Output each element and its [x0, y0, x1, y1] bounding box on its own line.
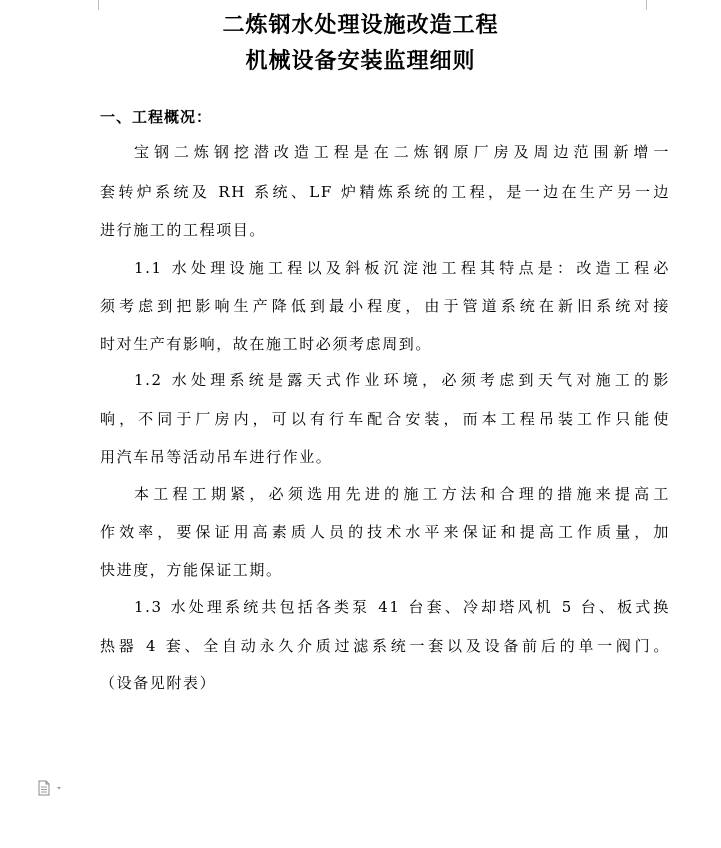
- paragraph-line: 宝钢二炼钢挖潜改造工程是在二炼钢原厂房及周边范围新增一: [134, 143, 670, 161]
- paragraph-line: 用汽车吊等活动吊车进行作业。: [100, 448, 333, 466]
- paragraph-line: 时对生产有影响，故在施工时必须考虑周到。: [100, 335, 433, 353]
- paragraph-line: 进行施工的工程项目。: [100, 221, 267, 239]
- paragraph-line: 热器 4 套、全自动永久介质过滤系统一套以及设备前后的单一阀门。: [100, 637, 670, 655]
- paragraph-line: 快进度，方能保证工期。: [100, 561, 283, 579]
- paragraph-line: 1.1 水处理设施工程以及斜板沉淀池工程其特点是：改造工程必: [134, 259, 670, 277]
- paragraph-line: 作效率，要保证用高素质人员的技术水平来保证和提高工作质量，加: [100, 523, 670, 541]
- section-heading: 一、工程概况：: [100, 108, 213, 126]
- paragraph-line: 套转炉系统及 RH 系统、LF 炉精炼系统的工程，是一边在生产另一边: [100, 183, 670, 201]
- paragraph-line: 须考虑到把影响生产降低到最小程度，由于管道系统在新旧系统对接: [100, 297, 670, 315]
- document-title-line-1: 二炼钢水处理设施改造工程: [222, 13, 499, 38]
- paragraph-line: 响，不同于厂房内，可以有行车配合安装，而本工程吊装工作只能使: [100, 410, 670, 428]
- paragraph-line: 1.3 水处理系统共包括各类泵 41 台套、冷却塔风机 5 台、板式换: [134, 598, 670, 616]
- paste-options-button[interactable]: [36, 780, 66, 796]
- paragraph-line: （设备见附表）: [100, 674, 217, 692]
- paragraph-line: 1.2 水处理系统是露天式作业环境，必须考虑到天气对施工的影: [134, 371, 670, 389]
- document-title-line-2: 机械设备安装监理细则: [245, 49, 476, 74]
- paragraph-line: 本工程工期紧，必须选用先进的施工方法和合理的措施来提高工: [134, 485, 670, 503]
- document-paste-icon: [36, 780, 66, 796]
